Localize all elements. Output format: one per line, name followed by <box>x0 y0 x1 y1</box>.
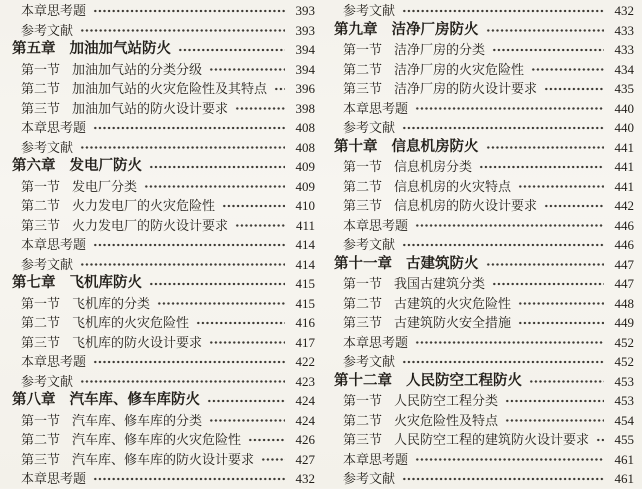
entry-page: 447 <box>614 256 634 272</box>
dot-leader <box>415 333 604 353</box>
entry-title: 信息机房防火 <box>391 138 479 155</box>
entry-page: 441 <box>614 159 634 174</box>
dot-leader <box>402 469 604 489</box>
dot-leader <box>486 255 605 275</box>
toc-entry-section <box>12 430 315 450</box>
entry-number: 第三节 <box>21 451 61 467</box>
toc-entry-section <box>12 216 315 236</box>
entry-page: 455 <box>614 432 634 447</box>
toc-entry-item <box>12 138 315 158</box>
toc-entry-item <box>12 372 315 392</box>
entry-title: 汽车库、修车库防火 <box>69 392 200 408</box>
toc-entry-section <box>334 313 634 333</box>
dot-leader <box>261 450 285 470</box>
entry-page: 423 <box>295 373 315 389</box>
entry-number: 第二节 <box>21 432 61 447</box>
dot-leader <box>149 157 285 177</box>
entry-number: 第一节 <box>343 159 383 174</box>
entry-page: 452 <box>614 354 634 369</box>
dot-leader <box>209 333 285 353</box>
toc-entry-section <box>12 99 315 119</box>
entry-page: 398 <box>295 100 315 116</box>
entry-title: 汽车库、修车库的火灾危险性 <box>72 432 242 447</box>
entry-title: 飞机库的火灾危险性 <box>72 315 190 330</box>
entry-page: 446 <box>614 217 634 233</box>
entry-page: 396 <box>295 81 315 96</box>
dot-leader <box>209 411 285 431</box>
toc-entry-section <box>12 60 315 80</box>
toc-entry-section <box>334 430 634 450</box>
entry-page: 433 <box>614 22 634 38</box>
entry-number: 第三节 <box>343 315 383 330</box>
entry-title: 本章思考题 <box>343 334 409 350</box>
entry-page: 416 <box>295 315 315 330</box>
toc-entry-item <box>12 352 315 372</box>
dot-leader <box>80 138 285 158</box>
toc-entry-item <box>334 118 634 138</box>
entry-number: 第五章 <box>12 41 56 57</box>
entry-title: 本章思考题 <box>21 3 87 18</box>
toc-entry-chapter <box>12 40 315 60</box>
entry-number: 第二节 <box>343 295 383 311</box>
toc-entry-chapter <box>334 138 634 158</box>
toc-entry-item <box>12 1 315 21</box>
entry-title: 古建筑防火安全措施 <box>394 315 512 330</box>
entry-title: 加油加气站的火灾危险性及其特点 <box>72 81 268 96</box>
entry-number: 第一节 <box>343 393 383 408</box>
dot-leader <box>93 469 285 489</box>
entry-title: 本章思考题 <box>343 217 409 233</box>
entry-page: 409 <box>295 159 315 174</box>
toc-entry-section <box>334 177 634 197</box>
dot-leader <box>518 313 604 333</box>
entry-number: 第九章 <box>334 21 378 38</box>
toc-entry-section <box>12 333 315 353</box>
toc-entry-section <box>12 196 315 216</box>
entry-page: 432 <box>614 3 634 18</box>
dot-leader <box>157 294 285 314</box>
entry-number: 第三节 <box>21 217 61 233</box>
dot-leader <box>222 196 285 216</box>
dot-leader <box>93 235 285 255</box>
entry-number: 第十章 <box>334 138 378 155</box>
dot-leader <box>492 40 604 60</box>
dot-leader <box>402 352 604 372</box>
dot-leader <box>80 255 285 275</box>
dot-leader <box>402 235 604 255</box>
entry-title: 本章思考题 <box>21 354 87 369</box>
entry-title: 本章思考题 <box>21 120 87 135</box>
toc-entry-item <box>12 235 315 255</box>
toc-entry-chapter <box>334 372 634 392</box>
dot-leader <box>492 274 604 294</box>
entry-number: 第三节 <box>21 100 61 116</box>
entry-title: 本章思考题 <box>21 237 87 252</box>
entry-page: 422 <box>295 354 315 369</box>
entry-page: 415 <box>295 276 315 291</box>
entry-number: 第二节 <box>343 61 383 77</box>
toc-entry-section <box>334 60 634 80</box>
dot-leader <box>149 274 285 294</box>
dot-leader <box>479 157 604 177</box>
dot-leader <box>544 196 604 216</box>
dot-leader <box>402 1 604 21</box>
entry-page: 461 <box>614 471 634 486</box>
entry-page: 449 <box>614 315 634 330</box>
dot-leader <box>529 372 604 392</box>
entry-title: 参考文献 <box>343 120 396 135</box>
entry-number: 第六章 <box>12 158 56 174</box>
entry-title: 参考文献 <box>21 256 74 272</box>
dot-leader <box>518 294 604 314</box>
entry-page: 453 <box>614 373 634 389</box>
entry-page: 394 <box>295 42 315 57</box>
entry-title: 人民防空工程的建筑防火设计要求 <box>394 432 590 447</box>
entry-page: 440 <box>614 120 634 135</box>
entry-page: 441 <box>614 139 634 155</box>
toc-entry-section <box>334 274 634 294</box>
entry-page: 394 <box>295 61 315 77</box>
entry-title: 信息机房的火灾特点 <box>394 178 512 194</box>
entry-title: 火力发电厂的防火设计要求 <box>72 217 229 233</box>
dot-leader <box>209 60 285 80</box>
entry-title: 汽车库、修车库的分类 <box>72 412 203 428</box>
toc-entry-section <box>334 79 634 99</box>
entry-title: 信息机房的防火设计要求 <box>394 198 538 213</box>
entry-number: 第三节 <box>343 81 383 96</box>
toc-entry-chapter <box>12 157 315 177</box>
entry-number: 第一节 <box>21 412 61 428</box>
toc-column-left <box>0 1 321 488</box>
entry-title: 加油加气站的分类分级 <box>72 61 203 77</box>
toc-entry-item <box>12 118 315 138</box>
entry-title: 加油加气站防火 <box>69 41 171 57</box>
entry-title: 参考文献 <box>343 3 396 18</box>
dot-leader <box>196 313 285 333</box>
entry-page: 441 <box>614 178 634 194</box>
entry-page: 461 <box>614 451 634 467</box>
dot-leader <box>518 177 604 197</box>
entry-page: 417 <box>295 334 315 350</box>
dot-leader <box>402 118 604 138</box>
entry-title: 参考文献 <box>21 22 74 38</box>
entry-title: 本章思考题 <box>21 471 87 486</box>
dot-leader <box>93 1 285 21</box>
dot-leader <box>415 99 604 119</box>
entry-number: 第二节 <box>343 178 383 194</box>
entry-page: 452 <box>614 334 634 350</box>
entry-title: 古建筑的火灾危险性 <box>394 295 512 311</box>
dot-leader <box>93 118 285 138</box>
entry-title: 洁净厂房的防火设计要求 <box>394 81 538 96</box>
entry-page: 427 <box>295 451 315 467</box>
entry-title: 飞机库的防火设计要求 <box>72 334 203 350</box>
entry-page: 411 <box>295 217 315 233</box>
dot-leader <box>144 177 285 197</box>
dot-leader <box>415 216 604 236</box>
toc-entry-item <box>12 21 315 41</box>
dot-leader <box>93 352 285 372</box>
toc-entry-item <box>334 1 634 21</box>
entry-title: 信息机房分类 <box>394 159 473 174</box>
dot-leader <box>486 21 605 41</box>
toc-entry-section <box>334 294 634 314</box>
entry-title: 参考文献 <box>21 373 74 389</box>
dot-leader <box>248 430 285 450</box>
entry-number: 第一节 <box>343 42 383 57</box>
entry-page: 426 <box>295 432 315 447</box>
toc-entry-section <box>12 411 315 431</box>
toc-entry-item <box>334 469 634 489</box>
toc-entry-section <box>12 313 315 333</box>
entry-title: 人民防空工程防火 <box>406 372 522 389</box>
entry-title: 发电厂防火 <box>69 158 142 174</box>
entry-title: 火灾危险性及特点 <box>394 412 499 428</box>
toc-entry-item <box>334 352 634 372</box>
entry-number: 第二节 <box>343 412 383 428</box>
entry-page: 424 <box>295 412 315 428</box>
toc-entry-section <box>12 79 315 99</box>
entry-title: 加油加气站的防火设计要求 <box>72 100 229 116</box>
entry-page: 448 <box>614 295 634 311</box>
entry-page: 393 <box>295 22 315 38</box>
dot-leader <box>486 138 605 158</box>
toc-entry-section <box>12 450 315 470</box>
entry-title: 洁净厂房的火灾危险性 <box>394 61 525 77</box>
entry-title: 参考文献 <box>343 471 396 486</box>
toc-entry-item <box>334 235 634 255</box>
entry-title: 参考文献 <box>21 139 74 155</box>
dot-leader <box>235 216 285 236</box>
toc-entry-section <box>12 177 315 197</box>
dot-leader <box>415 450 604 470</box>
entry-title: 人民防空工程分类 <box>394 393 499 408</box>
entry-number: 第一节 <box>21 178 61 194</box>
entry-number: 第二节 <box>21 81 61 96</box>
entry-title: 参考文献 <box>343 237 396 252</box>
entry-title: 发电厂分类 <box>72 178 138 194</box>
dot-leader <box>274 79 285 99</box>
dot-leader <box>80 21 285 41</box>
entry-page: 434 <box>614 61 634 77</box>
dot-leader <box>207 391 285 411</box>
entry-title: 汽车库、修车库的防火设计要求 <box>72 451 255 467</box>
entry-page: 415 <box>295 295 315 311</box>
toc-entry-section <box>334 157 634 177</box>
entry-title: 飞机库防火 <box>69 275 142 291</box>
dot-leader <box>531 60 604 80</box>
toc-entry-section <box>12 294 315 314</box>
entry-page: 454 <box>614 412 634 428</box>
toc-entry-chapter <box>12 274 315 294</box>
entry-title: 本章思考题 <box>343 100 409 116</box>
entry-number: 第三节 <box>21 334 61 350</box>
entry-number: 第一节 <box>21 295 61 311</box>
entry-page: 410 <box>295 198 315 213</box>
entry-number: 第一节 <box>343 276 383 291</box>
entry-title: 参考文献 <box>343 354 396 369</box>
toc-entry-item <box>12 469 315 489</box>
entry-page: 440 <box>614 100 634 116</box>
entry-number: 第二节 <box>21 315 61 330</box>
entry-page: 409 <box>295 178 315 194</box>
entry-title: 洁净厂房的分类 <box>394 42 486 57</box>
entry-page: 435 <box>614 81 634 96</box>
toc-entry-chapter <box>334 21 634 41</box>
entry-number: 第一节 <box>21 61 61 77</box>
entry-page: 424 <box>295 393 315 408</box>
entry-number: 第七章 <box>12 275 56 291</box>
toc-entry-section <box>334 411 634 431</box>
dot-leader <box>235 99 285 119</box>
entry-page: 414 <box>295 237 315 252</box>
entry-title: 飞机库的分类 <box>72 295 151 311</box>
dot-leader <box>544 79 604 99</box>
entry-title: 本章思考题 <box>343 451 409 467</box>
toc-column-right <box>321 1 642 488</box>
dot-leader <box>505 411 604 431</box>
toc-entry-item <box>334 333 634 353</box>
entry-page: 408 <box>295 120 315 135</box>
dot-leader <box>80 372 285 392</box>
entry-number: 第八章 <box>12 392 56 408</box>
entry-number: 第二节 <box>21 198 61 213</box>
entry-title: 火力发电厂的火灾危险性 <box>72 198 216 213</box>
toc-entry-section <box>334 391 634 411</box>
toc-entry-item <box>334 216 634 236</box>
entry-page: 447 <box>614 276 634 291</box>
entry-page: 414 <box>295 256 315 272</box>
toc-entry-section <box>334 40 634 60</box>
entry-page: 446 <box>614 237 634 252</box>
toc-entry-item <box>334 99 634 119</box>
dot-leader <box>178 40 285 60</box>
toc-entry-section <box>334 196 634 216</box>
toc-entry-chapter <box>334 255 634 275</box>
entry-title: 我国古建筑分类 <box>394 276 486 291</box>
entry-title: 古建筑防火 <box>406 255 479 272</box>
entry-title: 洁净厂房防火 <box>391 21 479 38</box>
entry-page: 408 <box>295 139 315 155</box>
dot-leader <box>596 430 604 450</box>
entry-page: 432 <box>295 471 315 486</box>
entry-number: 第十一章 <box>334 255 392 272</box>
entry-number: 第十二章 <box>334 372 392 389</box>
entry-page: 433 <box>614 42 634 57</box>
toc-entry-chapter <box>12 391 315 411</box>
entry-number: 第三节 <box>343 198 383 213</box>
entry-page: 453 <box>614 393 634 408</box>
entry-page: 393 <box>295 3 315 18</box>
toc-entry-item <box>12 255 315 275</box>
entry-number: 第三节 <box>343 432 383 447</box>
entry-page: 442 <box>614 198 634 213</box>
dot-leader <box>505 391 604 411</box>
toc-entry-item <box>334 450 634 470</box>
